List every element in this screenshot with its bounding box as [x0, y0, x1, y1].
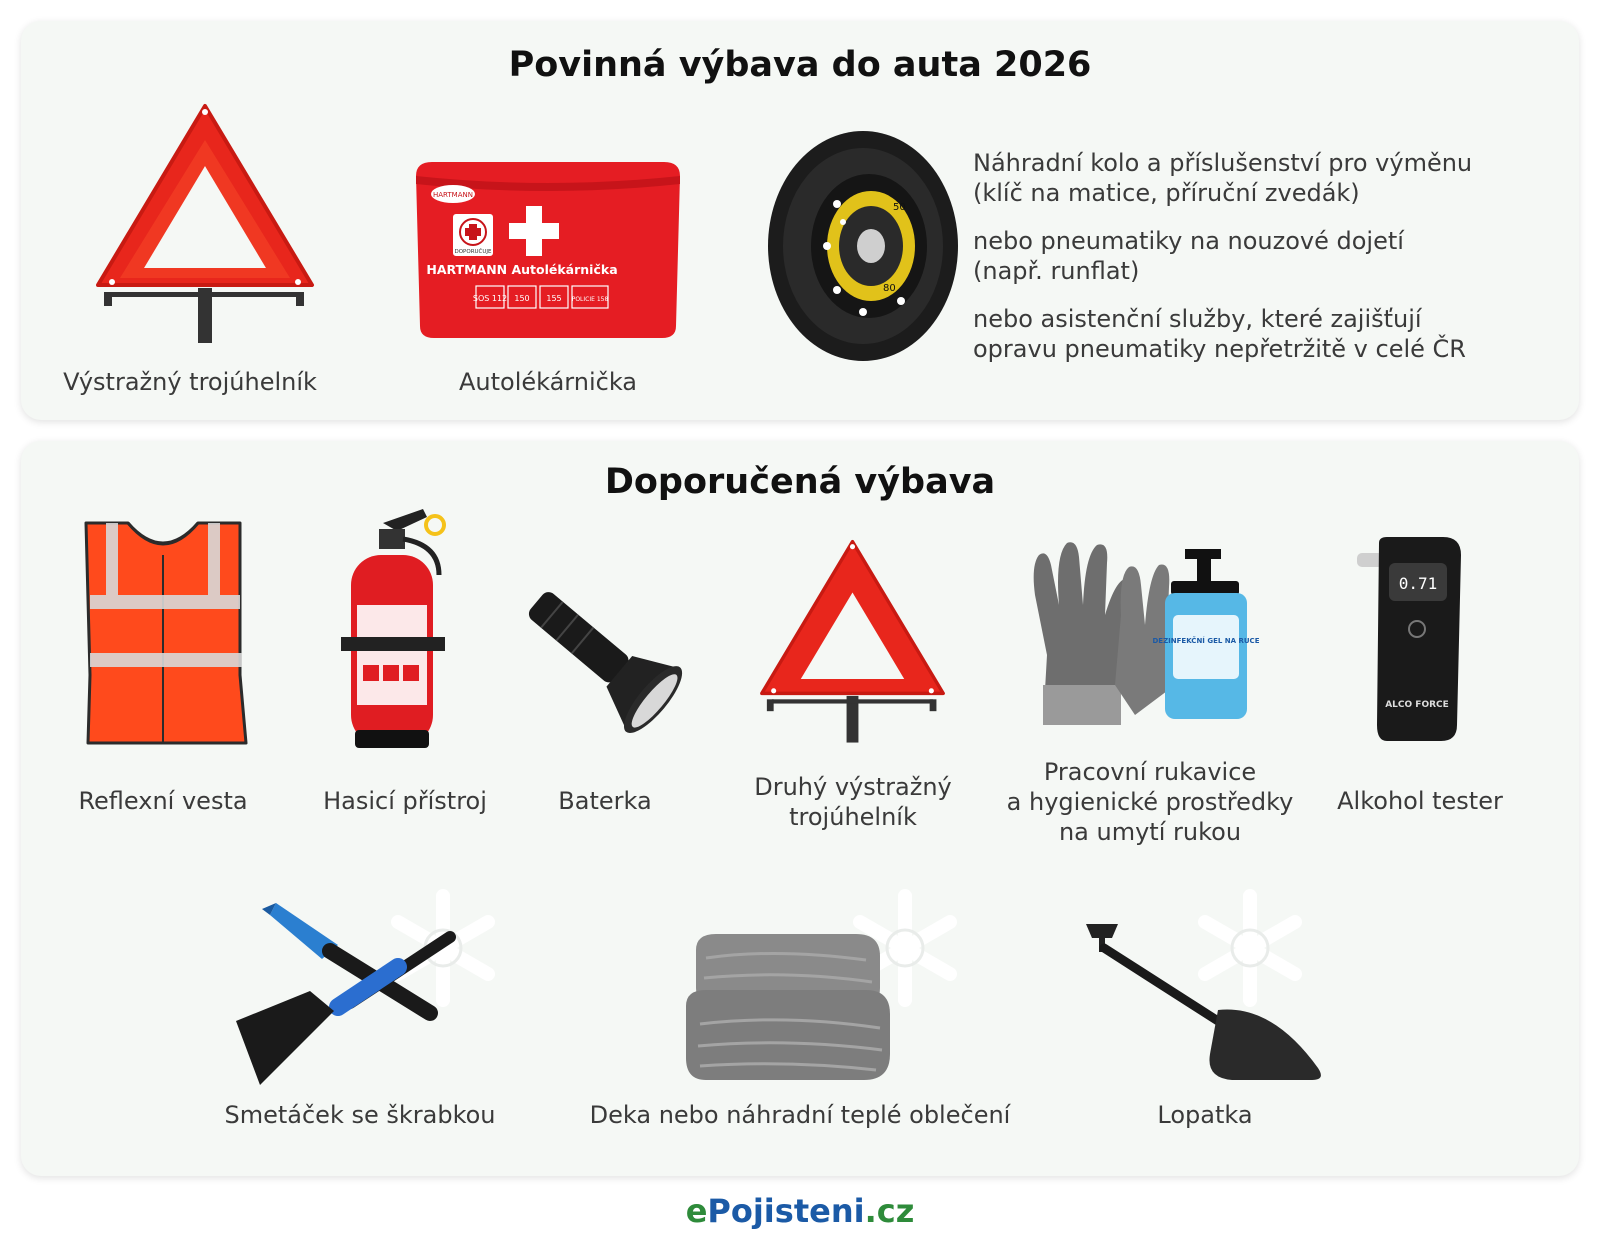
mandatory-title: Povinná výbava do auta 2026	[508, 45, 1092, 85]
gel-text: DEZINFEKČNÍ GEL NA RUCE	[1152, 637, 1260, 645]
spare-tire-icon	[763, 126, 963, 366]
label-line: na umytí rukou	[1058, 818, 1242, 846]
flashlight-icon	[508, 565, 698, 745]
blanket-label: Deka nebo náhradní teplé oblečení	[589, 1101, 1011, 1129]
blanket-icon	[676, 928, 896, 1088]
kit-badge-text: DOPORUČUJE	[454, 249, 492, 255]
kit-brand-text: HARTMANN	[433, 191, 473, 199]
brand-prefix: e	[685, 1192, 708, 1230]
vest-label: Reflexní vesta	[78, 787, 248, 815]
kit-number-3: 155	[546, 294, 562, 303]
snow-brush-label: Smetáček se škrabkou	[224, 1101, 496, 1129]
spare-tire-line: (např. runflat)	[973, 257, 1140, 285]
spare-tire-line: Náhradní kolo a příslušenství pro výměnu	[973, 149, 1473, 177]
label-line: Pracovní rukavice	[1043, 758, 1257, 786]
spare-tire-text-1	[973, 148, 1472, 208]
fire-extinguisher-icon	[335, 505, 455, 755]
brand-logo	[0, 1192, 1600, 1230]
flashlight-label: Baterka	[558, 787, 652, 815]
kit-name-text: HARTMANN Autolékárnička	[426, 262, 618, 277]
rim-mark-1: 50	[893, 202, 906, 213]
label-line: Druhý výstražný	[754, 773, 952, 801]
shovel-icon	[1082, 918, 1332, 1088]
brand-name: Pojisteni	[707, 1192, 865, 1230]
kit-number-4: POLICIE 158	[571, 296, 609, 303]
spare-tire-text-2	[973, 226, 1404, 286]
alcohol-tester-label: Alkohol tester	[1337, 787, 1503, 815]
shovel-label: Lopatka	[1157, 1101, 1253, 1129]
rim-mark-2: 80	[883, 283, 896, 294]
first-aid-kit-icon	[408, 156, 688, 346]
second-warning-triangle-icon	[755, 535, 950, 750]
spare-tire-line: nebo asistenční služby, které zajišťují	[973, 305, 1422, 333]
brand-tld: .cz	[864, 1192, 915, 1230]
gloves-sanitizer-icon	[1025, 535, 1265, 735]
recommended-title: Doporučená výbava	[604, 462, 996, 502]
first-aid-kit-label: Autolékárnička	[458, 368, 638, 396]
alcohol-tester-icon	[1355, 535, 1465, 745]
tester-brand: ALCO FORCE	[1385, 700, 1449, 710]
spare-tire-line: (klíč na matice, příruční zvedák)	[973, 179, 1360, 207]
kit-number-2: 150	[514, 294, 530, 303]
extinguisher-label: Hasicí přístroj	[323, 787, 487, 815]
reflective-vest-icon	[78, 515, 248, 755]
snow-brush-scraper-icon	[230, 895, 460, 1095]
spare-tire-line: opravu pneumatiky nepřetržitě v celé ČR	[973, 335, 1466, 363]
label-line: a hygienické prostředky	[1006, 788, 1294, 816]
label-line: trojúhelník	[789, 803, 917, 831]
tester-display: 0.71	[1398, 574, 1438, 593]
gloves-sanitizer-label	[990, 757, 1310, 847]
warning-triangle-icon	[90, 100, 320, 350]
second-triangle-label	[728, 772, 978, 832]
kit-number-1: SOS 112	[472, 294, 508, 303]
spare-tire-line: nebo pneumatiky na nouzové dojetí	[973, 227, 1404, 255]
triangle-label: Výstražný trojúhelník	[63, 368, 317, 396]
spare-tire-text-3	[973, 304, 1466, 364]
